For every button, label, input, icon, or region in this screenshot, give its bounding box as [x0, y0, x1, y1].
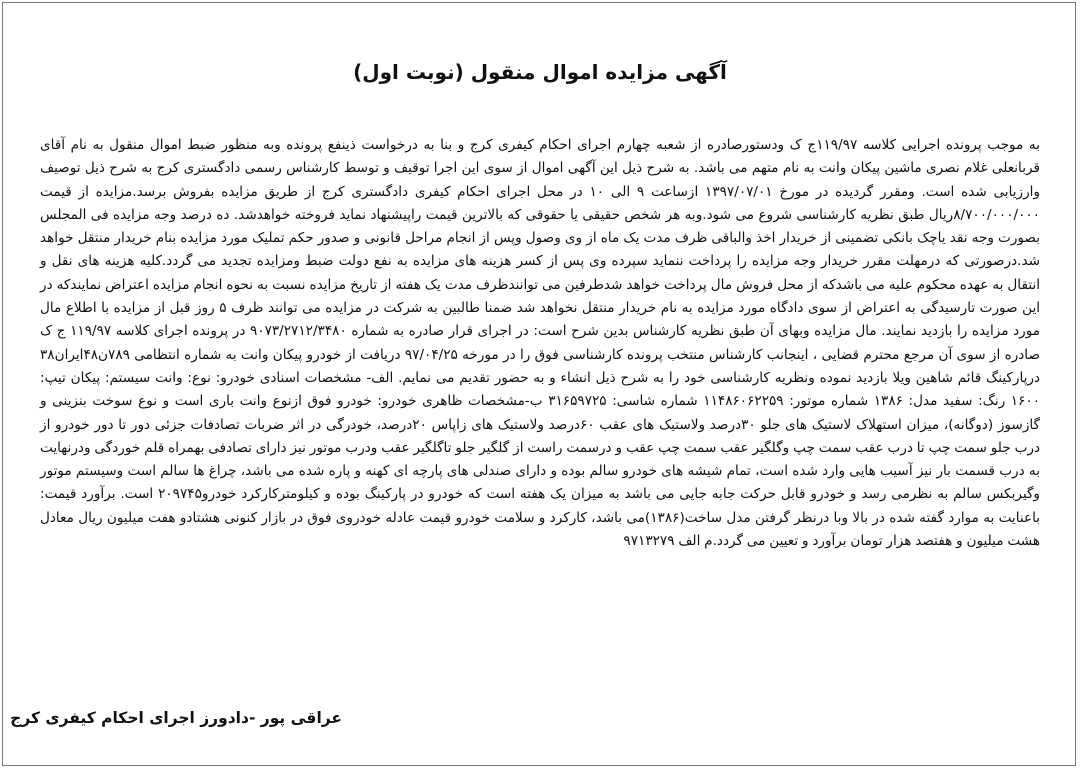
notice-title: آگهی مزایده اموال منقول (نوبت اول) [353, 60, 727, 84]
notice-body: به موجب پرونده اجرایی کلاسه ۱۱۹/۹۷ج ک ودستورصادره از شعبه چهارم اجرای احکام کیفری کرج و بنا به درخواست ذینفع پرونده وبه منظور ضبط اموال منقول به نام آقای قربانعلی غلام نصری ماشین پیکان وانت به نام متهم می باشد. به شرح ذیل این آگهی اموال از سوی این اجرا توقیف و توسط کارشناس رسمی دادگستری کرج به شرح ذیل توصیف وارزیابی شده است. ومقرر گردیده در مورخ ۱۳۹۷/۰۷/۰۱ ازساعت ۹ الی ۱۰ در محل اجرای احکام کیفری دادگستری کرج از طریق مزایده بفروش برسد.مزایده از قیمت ۸/۷۰۰/۰۰۰/۰۰۰ریال طبق نظریه کارشناسی شروع می شود.وبه هر شخص حقیقی یا حقوقی که بالاترین قیمت راپیشنهاد نماید فروخته خواهدشد. ده درصد وجه مزایده فی المجلس بصورت وجه نقد یاچک بانکی تضمینی از خریدار اخذ والباقی ظرف مدت یک ماه از وی وصول وپس از انجام مراحل قانونی و صدور حکم تملیک مورد مزایده بنام خریدار منتقل خواهد شد.درصورتی که درمهلت مقرر خریدار وجه مزایده را پرداخت ننماید سپرده وی پس از کسر هزینه های مزایده به نفع دولت ضبط ومزایده تجدید می گردد.کلیه هزینه های نقل و انتقال به عهده محکوم علیه می باشدکه از محل فروش مال پرداخت خواهد شدطرفین می توانندظرف مدت یک هفته از تاریخ مزایده نسبت به نحوه انجام مزایده اعتراض نمایندکه در این صورت تارسیدگی به اعتراض از سوی دادگاه مورد مزایده به نام خریدار منتقل نخواهد شد ضمنا طالبین به شرکت در مزایده می توانند ظرف ۵ روز قبل از مزایده با اطلاع مال مورد مزایده را بازدید نمایند. مال مزایده وبهای آن طبق نظریه کارشناس بدین شرح است: در اجرای قرار صادره به شماره ۹۰۷۳/۲۷۱۲/۳۴۸۰ در پرونده اجرای کلاسه ۱۱۹/۹۷ ج ک صادره از سوی آن مرجع محترم قضایی ، اینجانب کارشناس منتخب پرونده کارشناسی فوق را در مورخه ۹۷/۰۴/۲۵ دریافت از خودرو پیکان وانت به شماره انتظامی ۷۸۹ن۴۸ایران۳۸ درپارکینگ قائم شاهین ویلا بازدید نموده ونظریه کارشناسی خود را به شرح ذیل انشاء و به حضور تقدیم می نمایم. الف- مشخصات اسنادی خودرو: نوع: وانت سیستم: پیکان تیپ: ۱۶۰۰ رنگ: سفید مدل: ۱۳۸۶ شماره موتور: ۱۱۴۸۶۰۶۲۲۵۹ شماره شاسی: ۳۱۶۵۹۷۲۵ ب-مشخصات ظاهری خودرو: خودرو فوق ازنوع وانت باری است و نوع سوخت بنزینی و گازسوز (دوگانه)، میزان استهلاک لاستیک های جلو ۳۰درصد ولاستیک های عقب ۶۰درصد ولاستیک های زاپاس ۲۰درصد، خودرگی در اثر ضربات تصادفات جزئی دور تا دور خودرو از درب جلو سمت چپ تا درب عقب سمت چپ وگلگیر عقب سمت چپ عقب و درسمت راست از گلگیر جلو تاگلگیر عقب ودرب موتور نیز دارای تصادفی بهمراه قلم خوردگی ودرنهایت به درب قسمت بار نیز آسیب هایی وارد شده است، تمام شیشه های خودرو سالم بوده و دارای صندلی های پارچه ای کهنه و پاره شده می باشد، چراغ ها سالم است وسیستم موتور وگیربکس سالم به نظرمی رسد و خودرو قابل حرکت جابه جایی می باشد به میزان یک هفته است که خودرو در پارکینگ بوده و کیلومترکارکرد خودرو۲۰۹۷۴۵ است. برآورد قیمت: باعنایت به موارد گفته شده در بالا وبا درنظر گرفتن مدل ساخت(۱۳۸۶)می باشد، کارکرد و سلامت خودرو قیمت عادله خودروی فوق در بازار کنونی هشتادو هفت میلیون ریال معادل هشت میلیون و هفتصد هزار تومان برآورد و تعیین می گردد.م الف ۹۷۱۳۲۷۹ [40, 137, 1041, 550]
notice-signature: عراقی پور -دادورز اجرای احکام کیفری کرج [10, 709, 342, 727]
